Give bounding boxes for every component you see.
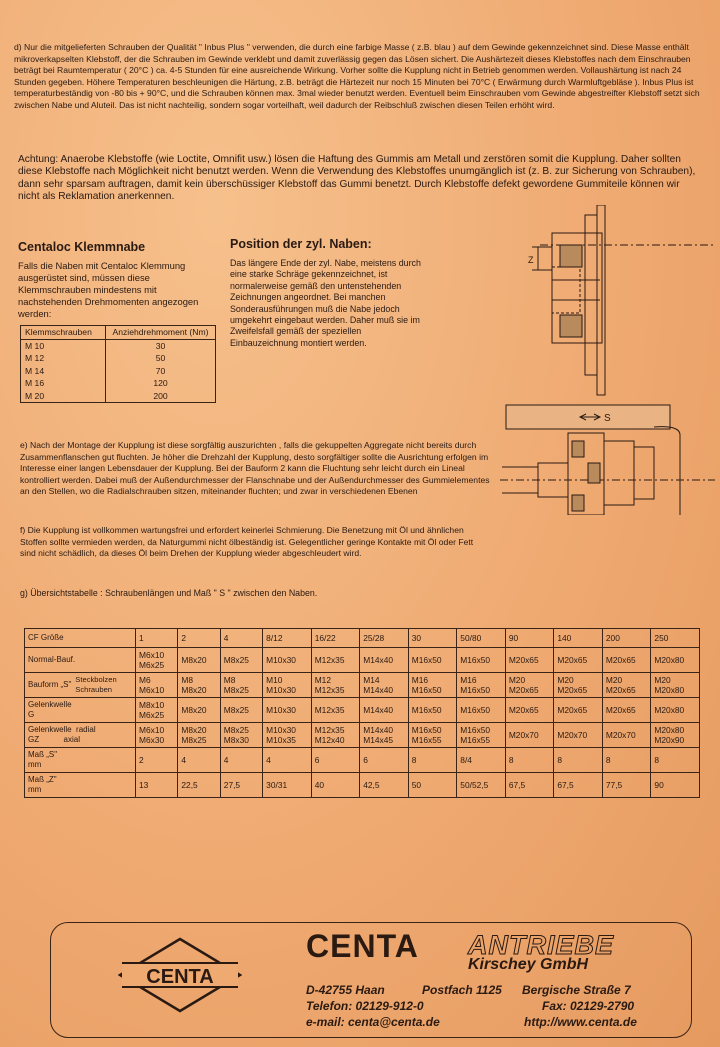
torque-value: 70 [106, 365, 216, 378]
overview-cell: M16x50 [457, 648, 506, 673]
achtung-text: Achtung: Anaerobe Klebstoffe (wie Loctite, Omnifit usw.) lösen die Haftung des Gummis am Metall und zerstören somit die Kupplung. Daher sollten diese Klebstoffe nach Möglichkeit nicht benutzt werden. Wenn die Verwendung des Klebstoffes unumgänglich ist (z. B. zur Sicherung von Schrauben), dann sehr sparsam auftragen, damit kein überschüssiger Klebstoff das Gummi benetzt. Durch Klebstoffe defekt gewordene Gummiteile können wir nicht als Reklamation anerkennen. [18, 154, 696, 203]
overview-cell: M20x65 [554, 698, 603, 723]
footer-street: Bergische Straße 7 [522, 983, 631, 997]
overview-size: 16/22 [311, 629, 360, 648]
overview-cell: M14x40 [360, 648, 409, 673]
overview-cell: M8x20 [178, 698, 220, 723]
table-row [21, 365, 216, 378]
overview-cell: 50/52,5 [457, 773, 506, 798]
footer-phone: Telefon: 02129-912-0 [306, 999, 424, 1013]
overview-cell: 4 [178, 748, 220, 773]
overview-cell: M20 M20x65 [602, 673, 651, 698]
table-row [21, 352, 216, 365]
overview-cell: M10x30 [263, 698, 312, 723]
torque-screw: M 10 [21, 339, 106, 352]
overview-size: 4 [220, 629, 262, 648]
overview-cell: M20x65 [505, 698, 554, 723]
overview-cell: M14x40 [360, 698, 409, 723]
overview-size-label: CF Größe [25, 629, 136, 648]
overview-row-label [25, 698, 136, 723]
overview-cell: M16x50 [457, 698, 506, 723]
brand-antriebe: ANTRIEBE [468, 930, 615, 960]
overview-cell: M8 M8x25 [220, 673, 262, 698]
overview-size: 140 [554, 629, 603, 648]
overview-cell: M8x20 M8x25 [178, 723, 220, 748]
torque-value: 50 [106, 352, 216, 365]
overview-cell: M6 M6x10 [136, 673, 178, 698]
overview-cell: 6 [360, 748, 409, 773]
overview-row-label-text: Maß „S" mm [28, 750, 58, 769]
footer-postfach: Postfach 1125 [422, 983, 502, 997]
overview-cell: 8 [408, 748, 457, 773]
torque-value: 30 [106, 339, 216, 352]
table-row [25, 748, 700, 773]
torque-value: 120 [106, 377, 216, 390]
overview-cell: M20x70 [602, 723, 651, 748]
brand-kirschey: Kirschey GmbH [468, 956, 589, 973]
overview-cell: 22,5 [178, 773, 220, 798]
overview-cell: 42,5 [360, 773, 409, 798]
overview-cell: M6x10 M6x30 [136, 723, 178, 748]
overview-row-label [25, 773, 136, 798]
label-z: Z [528, 255, 534, 265]
section-e-text: e) Nach der Montage der Kupplung ist diese sorgfältig auszurichten , falls die gekuppelten Aggregate nicht bereits durch Zusammenflanschen gut fluchten. Je höher die Drehzahl der Kupplung, desto sorgfältiger sollte die Ausrichtung erfolgen im Interesse einer langen Lebensdauer der Kupplung. Bei der Bauform 2 kann die Fluchtung sehr leicht durch ein Lineal kontrolliert werden. Dabei muß der Außendurchmesser der Flanschnabe und der Außendurchmesser des Gummielementes an den Stellen, wo die Radialschrauben sitzen, miteinander fluchten; und zwar in verschiedenen Ebenen [20, 440, 490, 497]
overview-cell: M10x30 [263, 648, 312, 673]
overview-cell: M8x10 M6x25 [136, 698, 178, 723]
overview-cell: M16x50 [408, 648, 457, 673]
overview-row-label [25, 723, 136, 748]
overview-cell: M16 M16x50 [457, 673, 506, 698]
overview-row-label [25, 748, 136, 773]
overview-cell: 67,5 [554, 773, 603, 798]
overview-size: 250 [651, 629, 700, 648]
overview-row-label [25, 673, 136, 698]
table-row [25, 773, 700, 798]
overview-cell: 8 [651, 748, 700, 773]
overview-size: 30 [408, 629, 457, 648]
footer-web[interactable]: http://www.centa.de [524, 1015, 637, 1029]
overview-cell: M20x65 [554, 648, 603, 673]
overview-cell: M10 M10x30 [263, 673, 312, 698]
logo-text: CENTA [146, 966, 214, 988]
centaloc-title: Centaloc Klemmnabe [18, 240, 146, 254]
overview-cell: M12 M12x35 [311, 673, 360, 698]
overview-cell: 67,5 [505, 773, 554, 798]
overview-cell: 8/4 [457, 748, 506, 773]
table-row [21, 377, 216, 390]
overview-cell: 40 [311, 773, 360, 798]
torque-value: 200 [106, 390, 216, 403]
overview-cell: M20x80 [651, 698, 700, 723]
overview-cell: M16x50 [408, 698, 457, 723]
overview-cell: 77,5 [602, 773, 651, 798]
overview-cell: M8x25 M8x30 [220, 723, 262, 748]
overview-cell: 13 [136, 773, 178, 798]
torque-table-wrap [20, 325, 216, 403]
overview-table-wrap [24, 628, 700, 798]
overview-header-row [25, 629, 700, 648]
label-s: S [604, 413, 611, 424]
torque-screw: M 16 [21, 377, 106, 390]
overview-cell: 2 [136, 748, 178, 773]
overview-cell: M20 M20x65 [505, 673, 554, 698]
overview-cell: M20x65 [505, 648, 554, 673]
overview-cell: 90 [651, 773, 700, 798]
section-d-text: d) Nur die mitgelieferten Schrauben der Qualität " Inbus Plus " verwenden, die durch eine farbige Masse ( z.B. blau ) auf dem Gewinde gekennzeichnet sind. Diese Masse enthält mikroverkapselten Klebstoff, der die Schrauben im Gewinde verklebt und damit zuverlässig gegen das Lösen sichert. Die Aushärtezeit dieses Klebstoffes nach dem Einschrauben beträgt bei Raumtemperatur ( 20°C ) ca. 4-5 Stunden für eine ausreichende Wirkung. Vorher sollte die Kupplung nicht in Betrieb genommen werden. Vollaushärtung ist nach 24 Stunden gegeben. Höhere Temperaturen beschleunigen die Härtung, z.B. beträgt die Härtezeit nur noch 15 Minuten bei 70°C ( Erwärmung durch Warmluftgebläse ). Inbus Plus ist temperaturbeständig von -80 bis + 90°C, und die Schrauben können max. 3mal wieder benutzt werden. Eventuell beim Einschrauben vom Gewinde abgestreifter Klebstoff setzt sich zwischen Nabe und Aluteil. Das ist nicht nachteilig, sondern sogar vorteilhaft, weil dadurch der Reibschluß zwischen diesen Teilen erhöht wird. [14, 42, 700, 110]
overview-cell: 8 [602, 748, 651, 773]
overview-cell: M20x80 M20x90 [651, 723, 700, 748]
overview-cell: M14x40 M14x45 [360, 723, 409, 748]
overview-cell: 8 [554, 748, 603, 773]
overview-cell: 4 [220, 748, 262, 773]
overview-cell: 4 [263, 748, 312, 773]
table-row [25, 698, 700, 723]
overview-cell: M20x65 [602, 698, 651, 723]
overview-row-label [25, 648, 136, 673]
position-description: Das längere Ende der zyl. Nabe, meistens durch eine starke Schräge gekennzeichnet, ist normalerweise gemäß den untenstehenden Zeichnungen angeordnet. Bei manchen Sonderausführungen muß die Nabe jedoch umgekehrt eingebaut werden. Daher muß sie im Zweifelsfall gemäß der speziellen Einbauzeichnung montiert werden. [230, 258, 421, 348]
overview-row-label-text: Bauform „S" [28, 680, 72, 690]
position-title: Position der zyl. Naben: [230, 237, 372, 251]
overview-cell: M20x70 [505, 723, 554, 748]
overview-cell: M8x25 [220, 648, 262, 673]
footer-city: D-42755 Haan [306, 983, 385, 997]
overview-cell: 30/31 [263, 773, 312, 798]
overview-row-label-text: Gelenkwelle G [28, 700, 72, 719]
torque-header-screws: Klemmschrauben [21, 326, 106, 340]
overview-table [24, 628, 700, 798]
section-f-text: f) Die Kupplung ist vollkommen wartungsfrei und erfordert keinerlei Schmierung. Die Benetzung mit Öl und ähnlichen Stoffen sollte vermieden werden, da Naturgummi nicht ölbeständig ist. Gelegentlicher geringe Kontakte mit Öl oder Fett sind nicht schädlich, da dieses Öl beim Drehen der Kupplung wieder abgeschleudert wird. [20, 525, 474, 559]
overview-size: 90 [505, 629, 554, 648]
overview-cell: M6x10 M6x25 [136, 648, 178, 673]
table-row [25, 673, 700, 698]
footer-email[interactable]: e-mail: centa@centa.de [306, 1015, 440, 1029]
overview-size: 8/12 [263, 629, 312, 648]
overview-size: 200 [602, 629, 651, 648]
overview-cell: 8 [505, 748, 554, 773]
overview-cell: 50 [408, 773, 457, 798]
torque-screw: M 12 [21, 352, 106, 365]
overview-cell: M12x35 M12x40 [311, 723, 360, 748]
overview-size: 1 [136, 629, 178, 648]
overview-size: 25/28 [360, 629, 409, 648]
overview-row-label-text: Gelenkwelle radial GZ axial [28, 725, 96, 744]
section-g-text: g) Übersichtstabelle : Schraubenlängen und Maß " S " zwischen den Naben. [20, 588, 318, 598]
overview-cell: M20 M20x65 [554, 673, 603, 698]
overview-cell: M16 M16x50 [408, 673, 457, 698]
overview-cell: M8x25 [220, 698, 262, 723]
torque-screw: M 20 [21, 390, 106, 403]
table-row [21, 390, 216, 403]
torque-header-torque: Anziehdrehmoment (Nm) [106, 326, 216, 340]
overview-cell: M16x50 M16x55 [457, 723, 506, 748]
overview-cell: M14 M14x40 [360, 673, 409, 698]
overview-cell: M12x35 [311, 648, 360, 673]
torque-table [20, 325, 216, 403]
table-row [25, 723, 700, 748]
torque-table-header [21, 326, 216, 340]
centa-logo-icon [118, 937, 242, 1013]
overview-size: 2 [178, 629, 220, 648]
overview-row-label-text: Maß „Z" mm [28, 775, 57, 794]
table-row [21, 339, 216, 352]
overview-cell: M20x80 [651, 648, 700, 673]
centaloc-description: Falls die Naben mit Centaloc Klemmung ausgerüstet sind, müssen diese Klemmschrauben mindestens mit nachstehenden Drehmomenten angezogen werden: [18, 260, 199, 319]
overview-size: 50/80 [457, 629, 506, 648]
torque-screw: M 14 [21, 365, 106, 378]
overview-cell: 6 [311, 748, 360, 773]
overview-cell: M8 M8x20 [178, 673, 220, 698]
overview-cell: 27,5 [220, 773, 262, 798]
brand-name: CENTA [306, 928, 419, 964]
overview-row-sublabel: Steckbolzen Schrauben [75, 675, 117, 694]
overview-cell: M20 M20x80 [651, 673, 700, 698]
overview-cell: M16x50 M16x55 [408, 723, 457, 748]
overview-cell: M20x70 [554, 723, 603, 748]
overview-cell: M10x30 M10x35 [263, 723, 312, 748]
overview-row-label-text: Normal-Bauf. [28, 655, 76, 664]
table-row [25, 648, 700, 673]
footer-fax: Fax: 02129-2790 [542, 999, 635, 1013]
overview-cell: M20x65 [602, 648, 651, 673]
overview-cell: M8x20 [178, 648, 220, 673]
overview-cell: M12x35 [311, 698, 360, 723]
